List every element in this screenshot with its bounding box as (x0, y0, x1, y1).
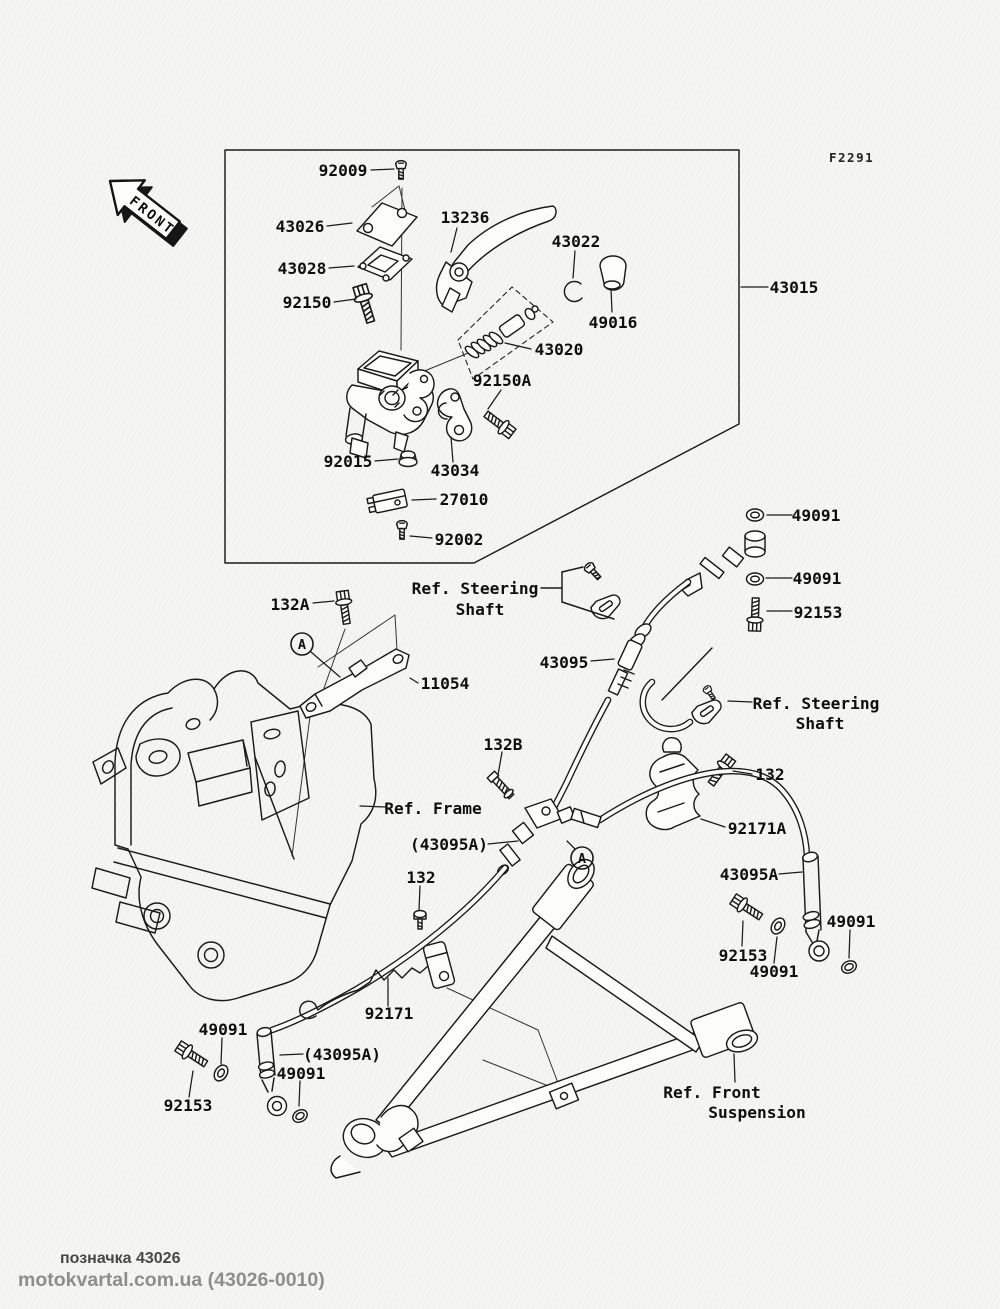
washer-49091-top2 (747, 573, 764, 585)
label-ref-frame: Ref. Frame (384, 799, 482, 818)
figure-code: F2291 (829, 150, 875, 165)
label-13236: 13236 (440, 208, 490, 227)
steering-clamp-lower (643, 682, 726, 729)
label-43028: 43028 (277, 259, 327, 278)
label-43026: 43026 (275, 217, 325, 236)
circlip-43022 (564, 282, 582, 302)
washer-49091-top1 (747, 509, 764, 521)
front-direction-arrow (96, 164, 193, 255)
bolt-132-mid (414, 911, 426, 930)
switch-27010 (367, 489, 408, 515)
label-43020: 43020 (534, 340, 584, 359)
label-ref-steering-right-2: Shaft (795, 714, 845, 733)
label-43095a-right: 43095A (719, 865, 779, 884)
footer-watermark: motokvartal.com.ua (43026-0010) (18, 1269, 325, 1291)
brake-line-43095a-right (802, 851, 829, 961)
banjo-bolt-92153-top (747, 598, 764, 632)
label-11054: 11054 (420, 674, 470, 693)
label-92009: 92009 (318, 161, 368, 180)
washer-49091-right2 (768, 916, 787, 937)
screw-92002 (397, 521, 407, 540)
bolt-92150 (351, 283, 380, 325)
washer-49091-left1 (211, 1063, 230, 1084)
oring-49091-right1 (840, 959, 859, 976)
label-92153-right: 92153 (718, 946, 768, 965)
label-43015: 43015 (769, 278, 819, 297)
label-49091-left1: 49091 (198, 1020, 248, 1039)
label-132b: 132B (483, 735, 523, 754)
label-ref-steering-center-2: Shaft (455, 600, 505, 619)
label-132-mid: 132 (406, 868, 436, 887)
label-49016: 49016 (588, 313, 638, 332)
reservoir-cap-43026 (357, 203, 417, 246)
frame-reference-art (92, 671, 376, 1001)
screw-92009 (396, 161, 406, 180)
part-labels (164, 161, 880, 1122)
label-92153-top: 92153 (793, 603, 843, 622)
detail-a2-label: A (577, 851, 587, 867)
label-49091-right2: 49091 (749, 962, 799, 981)
label-92150a: 92150A (472, 371, 532, 390)
label-132a: 132A (270, 595, 310, 614)
label-ref-front-1: Ref. Front (663, 1083, 761, 1102)
banjo-fitting-top (682, 531, 765, 596)
bolt-92150a (481, 408, 517, 441)
mount-plate-mid (423, 941, 456, 989)
label-43034: 43034 (430, 461, 480, 480)
oring-49091-left2 (291, 1107, 310, 1125)
master-cylinder-body (345, 351, 434, 458)
boot-cap-49016 (600, 256, 626, 290)
label-43095a-mid: (43095A) (410, 835, 488, 854)
label-43095a-left: (43095A) (303, 1045, 381, 1064)
label-92171a: 92171A (727, 819, 787, 838)
steering-clamp-upper (583, 561, 625, 623)
label-132-right: 132 (755, 765, 785, 784)
label-49091-left2: 49091 (276, 1064, 326, 1083)
clamp-43034 (438, 389, 472, 441)
footer-note: позначка 43026 (60, 1250, 181, 1267)
label-92153-left: 92153 (163, 1096, 213, 1115)
detail-a1-label: A (297, 637, 307, 653)
nut-92015 (399, 451, 417, 467)
label-92171: 92171 (364, 1004, 414, 1023)
label-ref-front-2: Suspension (708, 1103, 806, 1122)
diaphragm-43028 (358, 247, 412, 281)
banjo-bolt-92153-left (174, 1039, 210, 1070)
label-49091-top2: 49091 (792, 569, 842, 588)
front-arrow-label: FRONT (126, 193, 178, 239)
label-92015: 92015 (323, 452, 373, 471)
label-43095: 43095 (539, 653, 589, 672)
label-ref-steering-right-1: Ref. Steering (752, 694, 880, 713)
label-43022: 43022 (551, 232, 601, 251)
piston-assy-43020 (464, 306, 538, 360)
bolt-132a (334, 590, 354, 625)
label-ref-steering-center-1: Ref. Steering (411, 579, 539, 598)
banjo-bolt-92153-right (729, 892, 765, 923)
label-92002: 92002 (434, 530, 484, 549)
label-27010: 27010 (439, 490, 489, 509)
label-49091-top1: 49091 (791, 506, 841, 525)
detail-circle-a-2 (571, 847, 593, 869)
bolt-132b (487, 771, 516, 800)
label-92150: 92150 (282, 293, 332, 312)
detail-circle-a-1 (291, 633, 313, 655)
label-49091-right1: 49091 (826, 912, 876, 931)
bracket-11054 (300, 649, 409, 718)
